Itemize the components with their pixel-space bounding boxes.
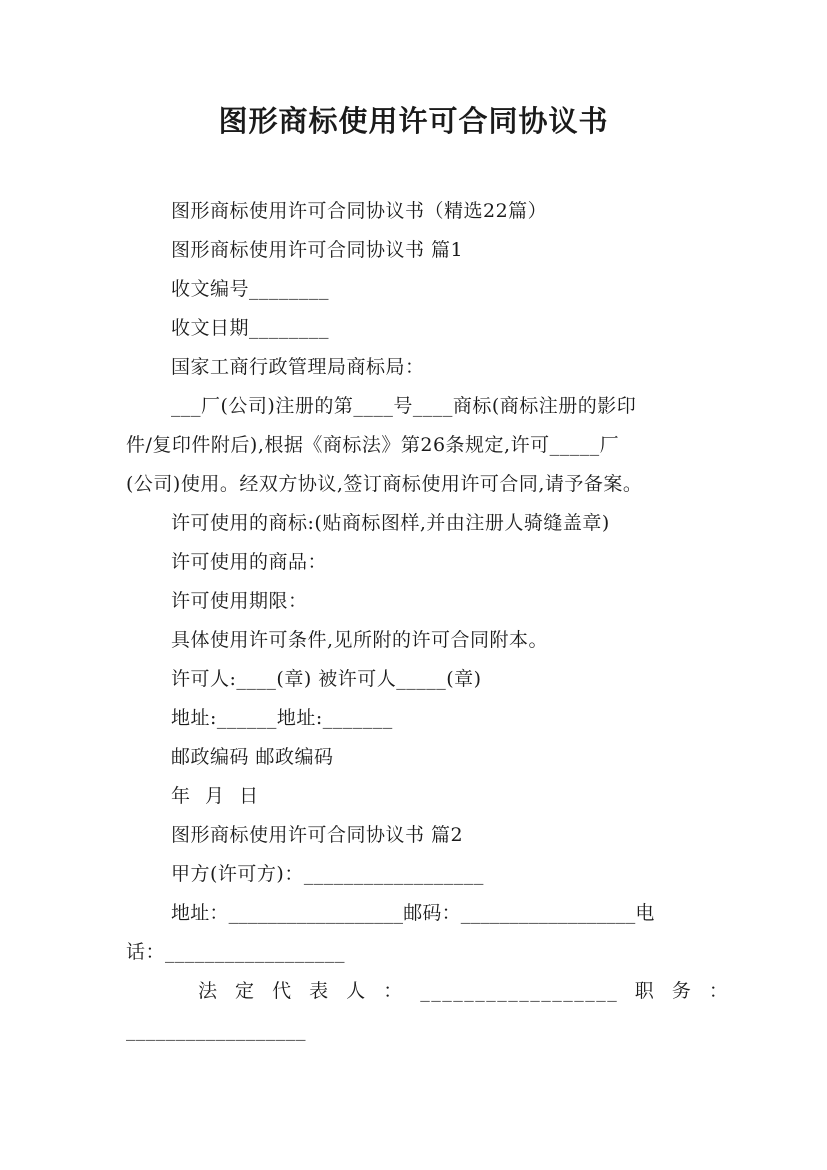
doc-line-paragraph-1c: (公司)使用。经双方协议,签订商标使用许可合同,请予备案。: [126, 473, 643, 495]
doc-line-licensor-licensee: 许可人:____(章) 被许可人_____(章): [171, 668, 482, 690]
doc-line-receipt-date: 收文日期________: [171, 317, 330, 339]
doc-line-paragraph-1a: ___厂(公司)注册的第____号____商标(商标注册的影印: [171, 395, 637, 417]
doc-line-phone: 话：__________________: [126, 941, 346, 963]
doc-line-addresses: 地址:______地址:_______: [171, 707, 393, 729]
doc-line-section-1: 图形商标使用许可合同协议书 篇1: [171, 239, 464, 261]
doc-line-addressee: 国家工商行政管理局商标局：: [171, 356, 425, 378]
doc-line-address-postcode: 地址：__________________邮码：__________________电: [171, 902, 655, 924]
doc-line-position-blank: __________________: [126, 1019, 306, 1041]
doc-line-party-a: 甲方(许可方)：__________________: [171, 863, 484, 885]
doc-line-license-conditions: 具体使用许可条件,见所附的许可合同附本。: [171, 629, 549, 651]
doc-line-paragraph-1b: 件/复印件附后),根据《商标法》第26条规定,许可_____厂: [126, 434, 620, 456]
doc-line-postcodes: 邮政编码 邮政编码: [171, 746, 334, 768]
doc-line-licensed-trademark: 许可使用的商标:(贴商标图样,并由注册人骑缝盖章): [171, 512, 610, 534]
doc-line-subtitle: 图形商标使用许可合同协议书（精选22篇）: [171, 200, 548, 222]
document-title: 图形商标使用许可合同协议书: [218, 104, 609, 138]
doc-line-receipt-number: 收文编号________: [171, 278, 330, 300]
doc-line-section-2: 图形商标使用许可合同协议书 篇2: [171, 824, 464, 846]
doc-line-license-term: 许可使用期限：: [171, 590, 308, 612]
doc-line-licensed-goods: 许可使用的商品：: [171, 551, 328, 573]
doc-line-date: 年 月 日: [171, 785, 259, 807]
doc-line-legal-representative: 法 定 代 表 人 ： __________________ 职 务 ：: [198, 980, 730, 1002]
